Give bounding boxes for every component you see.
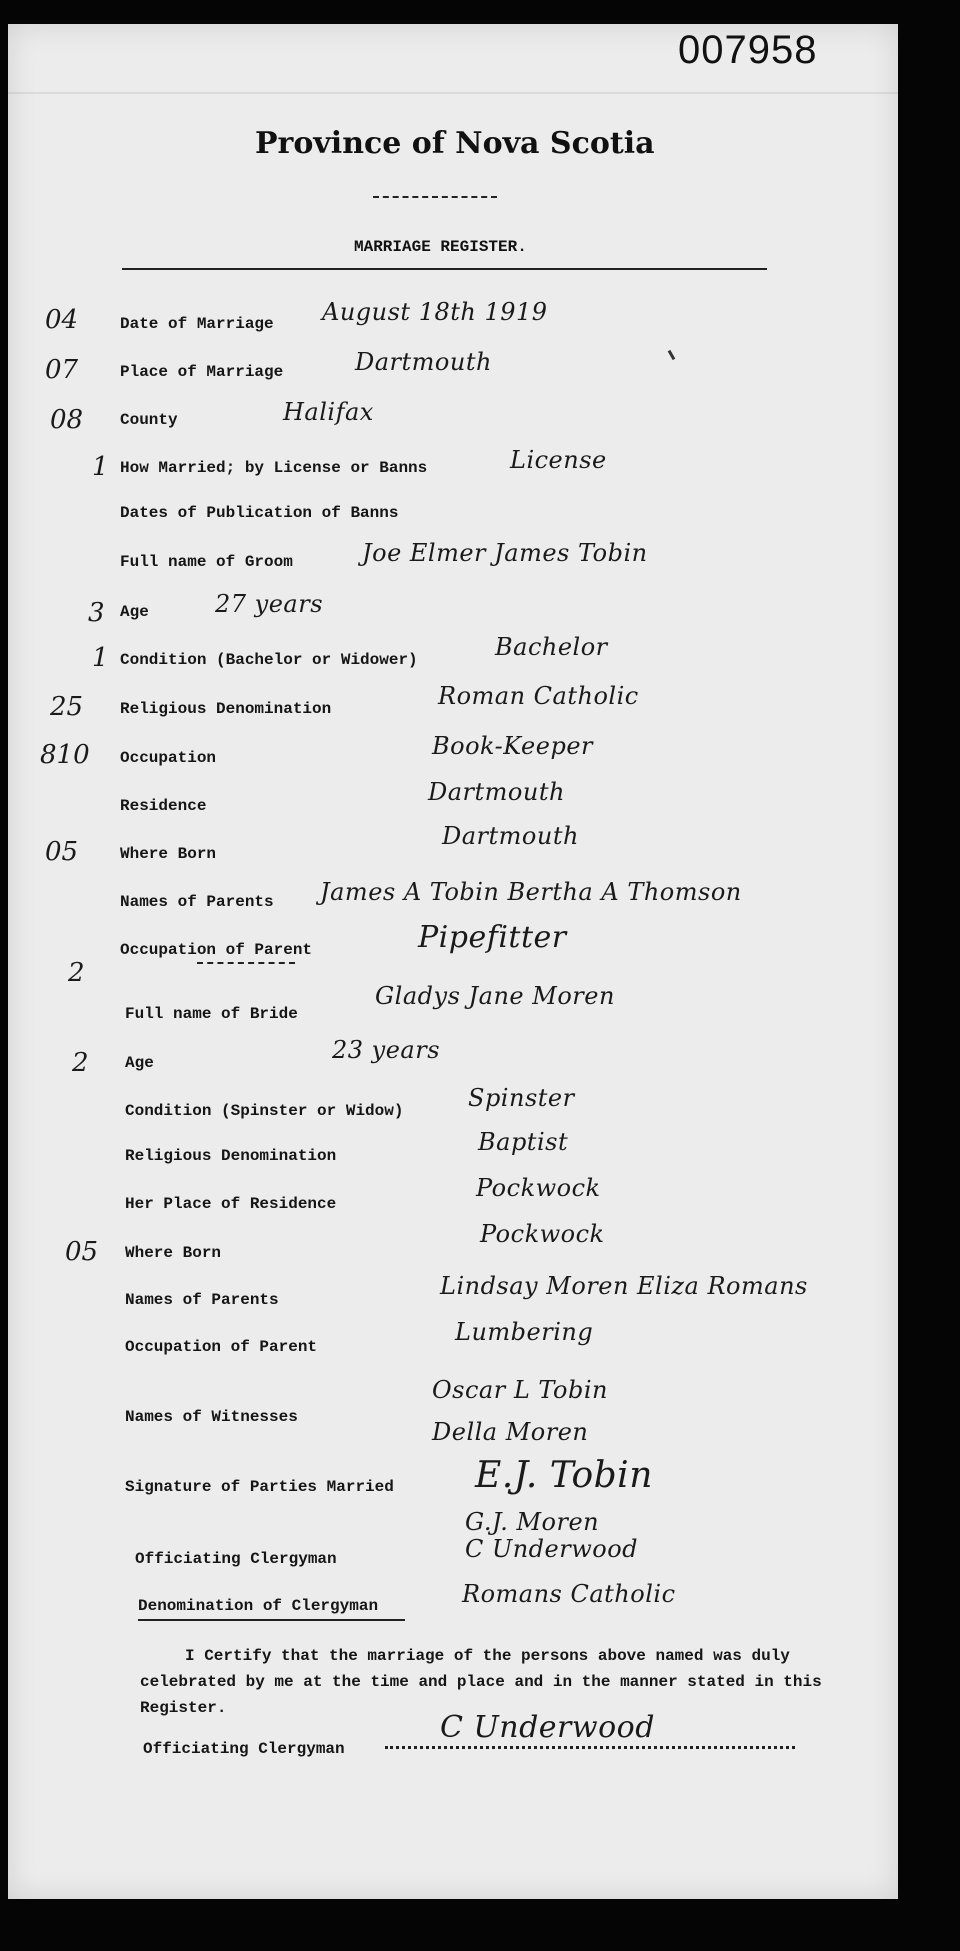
field-value-groom-occupation: Book-Keeper [432, 732, 593, 760]
header-rule [122, 268, 767, 270]
field-value-groom-age: 27 years [215, 590, 324, 618]
field-value-county: Halifax [283, 398, 374, 426]
field-label-bride-condition: Condition (Spinster or Widow) [125, 1102, 404, 1120]
field-value-clergyman: C Underwood [465, 1535, 639, 1563]
margin-note: 08 [50, 405, 84, 435]
field-value-groom-residence: Dartmouth [428, 778, 565, 806]
field-label-groom-condition: Condition (Bachelor or Widower) [120, 651, 418, 669]
field-value-bride-religion: Baptist [478, 1128, 569, 1156]
field-label-county: County [120, 411, 178, 429]
field-label-groom-born: Where Born [120, 845, 217, 863]
field-value-witness-2: Della Moren [432, 1418, 589, 1446]
field-label-clergyman: Officiating Clergyman [135, 1550, 337, 1568]
field-label-bride-born: Where Born [125, 1244, 222, 1262]
field-label-denomination: Denomination of Clergyman [138, 1597, 379, 1615]
document-number: 007958 [678, 28, 818, 72]
margin-note: 1 [92, 643, 109, 673]
margin-note: 04 [45, 305, 79, 335]
certification-signature: C Underwood [440, 1710, 655, 1745]
section-divider [197, 962, 295, 964]
margin-note: 25 [50, 692, 84, 722]
document-title: Province of Nova Scotia [255, 126, 655, 161]
field-value-witness-1: Oscar L Tobin [432, 1376, 608, 1404]
field-label-bride-age: Age [125, 1054, 154, 1072]
field-label-date-of-marriage: Date of Marriage [120, 315, 274, 333]
margin-note: 3 [88, 598, 105, 628]
register-subtitle: MARRIAGE REGISTER. [354, 238, 527, 256]
field-label-bride-parent-occupation: Occupation of Parent [125, 1338, 318, 1356]
field-value-groom-condition: Bachelor [495, 633, 608, 661]
margin-note: 2 [68, 958, 85, 988]
field-value-bride-parents: Lindsay Moren Eliza Romans [440, 1272, 808, 1300]
field-label-groom-parents: Names of Parents [120, 893, 274, 911]
certification-statement: I Certify that the marriage of the persons above named was duly celebrated by me at the time and place and in the manner stated in this Register. [140, 1647, 822, 1717]
field-label-bride-name: Full name of Bride [125, 1005, 298, 1023]
field-value-groom-born: Dartmouth [442, 822, 579, 850]
field-label-signatures: Signature of Parties Married [125, 1478, 394, 1496]
field-label-groom-parent-occupation: Occupation of Parent [120, 941, 313, 959]
certification-clergyman-label: Officiating Clergyman [143, 1740, 345, 1758]
field-label-groom-name: Full name of Groom [120, 553, 293, 571]
field-value-how-married: License [510, 446, 607, 474]
field-value-bride-residence: Pockwock [476, 1174, 601, 1202]
field-value-place-of-marriage: Dartmouth [355, 348, 492, 376]
margin-note: 07 [45, 355, 79, 385]
margin-note: 05 [45, 837, 79, 867]
fold-line [8, 92, 898, 94]
field-value-bride-born: Pockwock [480, 1220, 605, 1248]
field-value-bride-parent-occupation: Lumbering [455, 1318, 594, 1346]
field-label-bride-parents: Names of Parents [125, 1291, 279, 1309]
signature-dotted-line [385, 1746, 795, 1749]
field-label-bride-religion: Religious Denomination [125, 1147, 337, 1165]
margin-note: 1 [92, 452, 109, 482]
margin-note: 2 [72, 1048, 89, 1078]
field-label-place-of-marriage: Place of Marriage [120, 363, 284, 381]
field-label-groom-religion: Religious Denomination [120, 700, 332, 718]
field-value-groom-parents: James A Tobin Bertha A Thomson [320, 878, 742, 906]
field-value-denomination: Romans Catholic [462, 1580, 676, 1608]
bride-signature: G.J. Moren [465, 1508, 600, 1536]
field-label-groom-occupation: Occupation [120, 749, 217, 767]
field-label-bride-residence: Her Place of Residence [125, 1195, 337, 1213]
denomination-underline [138, 1619, 405, 1621]
field-value-groom-name: Joe Elmer James Tobin [362, 539, 648, 567]
title-divider [373, 196, 497, 198]
field-value-groom-religion: Roman Catholic [438, 682, 639, 710]
field-value-groom-parent-occupation: Pipefitter [418, 920, 567, 955]
margin-note: 810 [40, 740, 90, 770]
field-label-groom-age: Age [120, 603, 149, 621]
margin-note: 05 [65, 1237, 99, 1267]
field-value-date-of-marriage: August 18th 1919 [322, 298, 548, 326]
groom-signature: E.J. Tobin [475, 1455, 653, 1496]
field-label-groom-residence: Residence [120, 797, 207, 815]
field-label-witnesses: Names of Witnesses [125, 1408, 298, 1426]
field-label-banns: Dates of Publication of Banns [120, 504, 399, 522]
field-value-bride-condition: Spinster [468, 1084, 575, 1112]
field-value-bride-age: 23 years [332, 1036, 441, 1064]
field-value-bride-name: Gladys Jane Moren [375, 982, 615, 1010]
field-label-how-married: How Married; by License or Banns [120, 459, 428, 477]
